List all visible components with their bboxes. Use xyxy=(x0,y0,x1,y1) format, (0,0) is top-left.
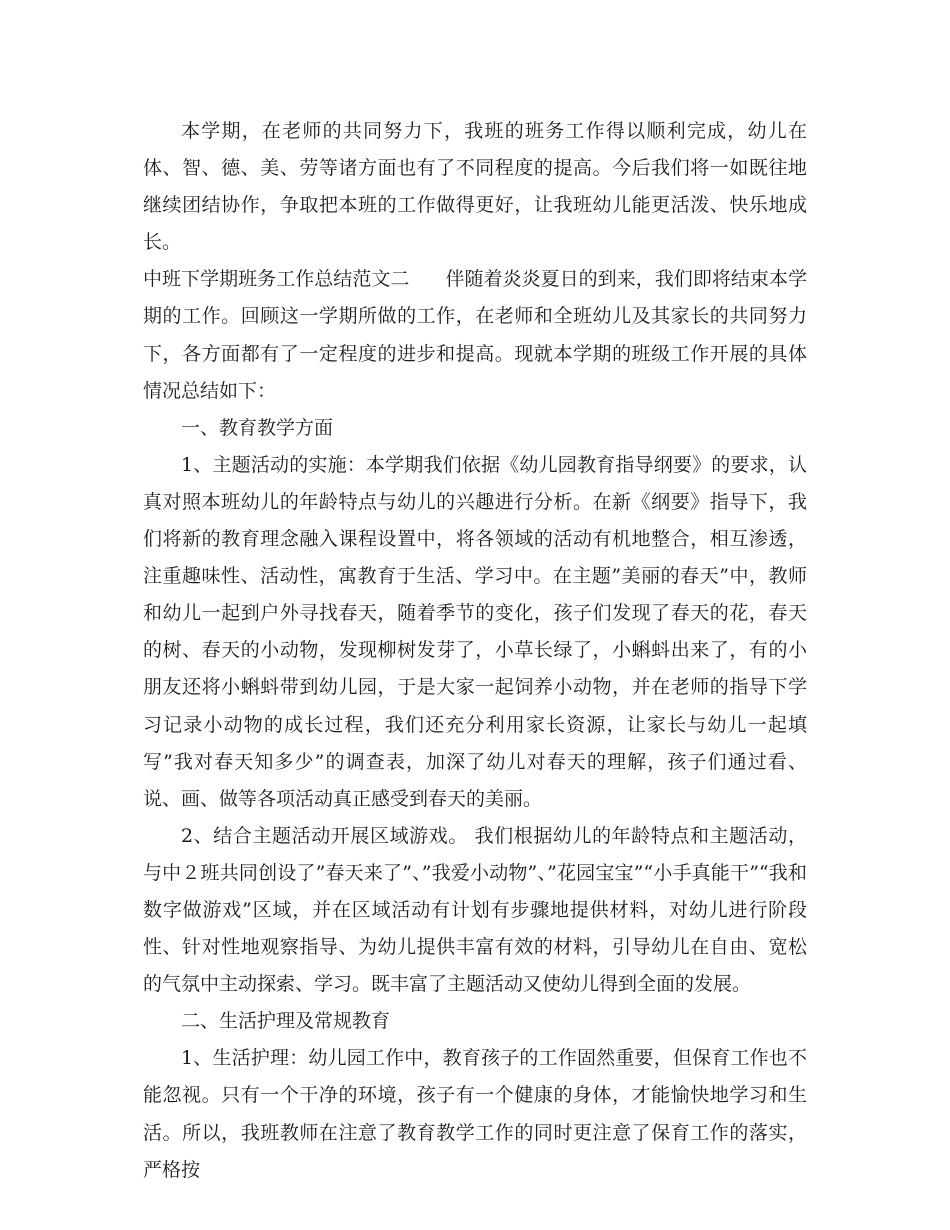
paragraph-theme-activity: 1、主题活动的实施：本学期我们依据《幼儿园教育指导纲要》的要求，认真对照本班幼儿的年龄特点与幼儿的兴趣进行分析。在新《纲要》指导下，我们将新的教育理念融入课程设置中，将各领域的活动有机地整合，相互渗透，注重趣味性、活动性，寓教育于生活、学习中。在主题”美丽的春天”中，教师和幼儿一起到户外寻找春天，随着季节的变化，孩子们发现了春天的花，春天的树、春天的小动物，发现柳树发芽了，小草长绿了，小蝌蚪出来了，有的小朋友还将小蝌蚪带到幼儿园，于是大家一起饲养小动物，并在老师的指导下学习记录小动物的成长过程，我们还充分利用家长资源，让家长与幼儿一起填写”我对春天知多少”的调查表，加深了幼儿对春天的理解，孩子们通过看、说、画、做等各项活动真正感受到春天的美丽。 xyxy=(143,453,807,810)
section-intro-text: 伴随着炎炎夏日的到来，我们即将结束本学期的工作。回顾这一学期所做的工作，在老师和全班幼儿及其家长的共同努力下，各方面都有了一定程度的进步和提高。现就本学期的班级工作开展的具体情况总结如下： xyxy=(143,268,807,402)
heading-education: 一、教育教学方面 xyxy=(181,416,334,439)
paragraph-area-games: 2、结合主题活动开展区域游戏。 我们根据幼儿的年龄特点和主题活动，与中２班共同创设了”春天来了”、”我爱小动物”、”花园宝宝”“小手真能干”“我和数字做游戏”区域，并在区域活动有计划有步骤地提供材料，对幼儿进行阶段性、针对性地观察指导、为幼儿提供丰富有效的材料，引导幼儿在自由、宽松的气氛中主动探索、学习。既丰富了主题活动又使幼儿得到全面的发展。 xyxy=(143,824,807,996)
heading-life-care: 二、生活护理及常规教育 xyxy=(181,1010,391,1033)
section-title: 中班下学期班务工作总结范文二 xyxy=(143,268,410,291)
paragraph-life-care: 1、生活护理：幼儿园工作中，教育孩子的工作固然重要，但保育工作也不能忽视。只有一个干净的环境，孩子有一个健康的身体，才能愉快地学习和生活。所以，我班教师在注意了教育教学工作的同时更注意了保育工作的落实，严格按 xyxy=(143,1047,807,1181)
paragraph-section-title xyxy=(143,261,807,409)
paragraph-intro: 本学期，在老师的共同努力下，我班的班务工作得以顺利完成，幼儿在体、智、德、美、劳等诸方面也有了不同程度的提高。今后我们将一如既往地继续团结协作，争取把本班的工作做得更好，让我班幼儿能更活泼、快乐地成长。 xyxy=(143,120,807,254)
document-body xyxy=(143,113,807,1189)
